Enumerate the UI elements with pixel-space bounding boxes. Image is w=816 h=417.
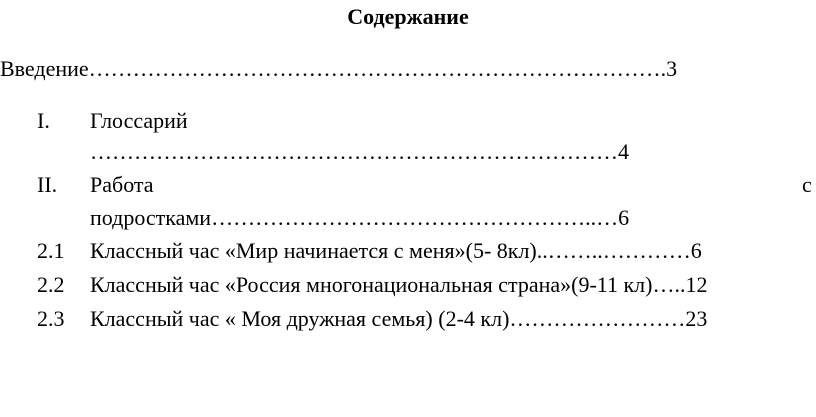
toc-item-text: подростками……………………………………………..…6 [90, 205, 630, 230]
toc-item-text: Работа [90, 172, 154, 197]
toc-intro: Введение…………………………………………………………………….3 [0, 56, 678, 81]
toc-item-text: ………………………………………………………………4 [90, 139, 629, 164]
toc-item-number: II. [37, 172, 58, 197]
toc-item-number: 2.3 [37, 306, 65, 331]
toc-item-text: Классный час «Мир начинается с меня»(5- 8кл)..……..…………6 [90, 238, 702, 263]
toc-item-text: Классный час «Россия многонациональная страна»(9-11 кл)…..12 [90, 272, 708, 297]
toc-item-text: Глоссарий [90, 108, 188, 133]
toc-item-number: I. [37, 108, 50, 133]
toc-item-number: 2.1 [37, 238, 65, 263]
toc-item-text: Классный час « Моя дружная семья) (2-4 кл)……………………23 [90, 306, 708, 331]
toc-item-trailing-word: с [802, 172, 812, 197]
page-title: Содержание [347, 4, 469, 29]
toc-item-number: 2.2 [37, 272, 65, 297]
